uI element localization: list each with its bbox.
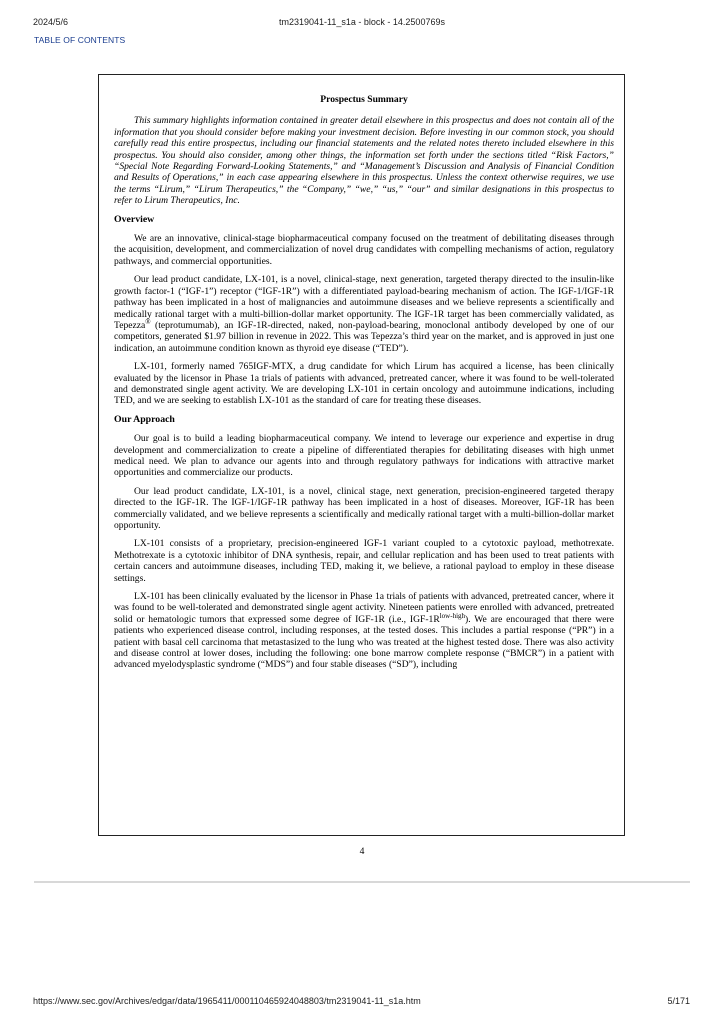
overview-paragraph-2 [114, 274, 614, 354]
overview-paragraph-1: We are an innovative, clinical-stage biopharmaceutical company focused on the treatment of debilitating diseases through the acquisition, development, and commercialization of novel drug candidates with compelling mechanisms of action, regulatory pathways, and commercial opportunities. [114, 233, 614, 267]
page-number: 4 [359, 846, 365, 857]
registered-mark: ® [145, 317, 151, 326]
approach-paragraph-4-text-a: LX-101 has been clinically evaluated by the licensor in Phase 1a trials of patients with advanced, pretreated cancer, where it was found to be well-tolerated and demonstrated single agent activity. Nineteen patients were enrolled with advanced, pretreated solid or hematologic tumors that expressed some degree of IGF-1R (i.e., IGF-1R [114, 591, 614, 625]
approach-paragraph-3: LX-101 consists of a proprietary, precision-engineered IGF-1 variant coupled to a cytotoxic payload, methotrexate. Methotrexate is a cytotoxic inhibitor of DNA synthesis, repair, and cellular replication and has been used to treat patients with certain cancers and autoimmune diseases, including TED, making it, we believe, a rational payload to employ in these disease settings. [114, 538, 614, 584]
approach-paragraph-4 [114, 591, 614, 671]
approach-paragraph-4-text-b: ). We are encouraged that there were patients who experienced disease control, including responses, at the tested doses. This includes a partial response (“PR”) in a patient with basal cell carcinoma that metastasized to the lung who was treated at the highest tested dose. There was also activity and disease control at lower doses, including the following: one bone marrow complete response (“BMCR”) in a patient with advanced myelodysplastic syndrome (“MDS”) and four stable diseases (“SD”), including [114, 613, 614, 671]
overview-paragraph-3: LX-101, formerly named 765IGF-MTX, a drug candidate for which Lirum has acquired a license, has been clinically evaluated by the licensor in Phase 1a trials of patients with advanced, pretreated cancer, where it was found to be well-tolerated and demonstrated single agent activity. We are developing LX-101 in certain oncology and autoimmune indications, including TED, and we are seeking to establish LX-101 as the standard of care for treating these diseases. [114, 361, 614, 407]
print-date: 2024/5/6 [33, 17, 69, 27]
intro-paragraph: This summary highlights information contained in greater detail elsewhere in this prospectus and does not contain all of the information that you should consider before making your investment decision. Before investing in our common stock, you should carefully read this entire prospectus, including our financial statements and the related notes thereto included elsewhere in this prospectus. You should also consider, among other things, the information set forth under the sections titled “Risk Factors,” “Special Note Regarding Forward-Looking Statements,” and “Management’s Discussion and Analysis of Financial Condition and Results of Operations,” in each case appearing elsewhere in this prospectus. Unless the context otherwise requires, we use the terms “Lirum,” “Lirum Therapeutics,” the “Company,” “we,” “us,” “our” and similar designations in this prospectus to refer to Lirum Therapeutics, Inc. [114, 115, 614, 207]
document-body [114, 94, 614, 678]
overview-heading: Overview [114, 213, 155, 225]
approach-heading: Our Approach [114, 413, 175, 425]
table-of-contents-link[interactable]: TABLE OF CONTENTS [34, 35, 126, 45]
print-doc-title: tm2319041-11_s1a - block - 14.2500769s [279, 17, 445, 27]
approach-paragraph-1: Our goal is to build a leading biopharmaceutical company. We intend to leverage our experience and expertise in drug development and commercialization to create a pipeline of differentiated therapies for debilitating diseases with high unmet medical need. We plan to advance our agents into and through regulatory pathways for indications with attractive market opportunities and commercialize our products. [114, 433, 614, 479]
print-page-count: 5/171 [667, 996, 690, 1006]
overview-paragraph-2-text-a: Our lead product candidate, LX-101, is a novel, clinical-stage, next generation, targeted therapy directed to the insulin-like growth factor-1 (“IGF-1”) receptor (“IGF-1R”) with a differentiated payload-bearing mechanism of action. The IGF-1/IGF-1R pathway has been implicated in a host of malignancies and autoimmune diseases and we believe represents a scientifically and medically rational target with a multi-billion-dollar market opportunity. The IGF-1R target has been commercially validated, as Tepezza [114, 274, 614, 331]
approach-paragraph-2: Our lead product candidate, LX-101, is a novel, clinical stage, next generation, precision-engineered targeted therapy directed to the IGF-1R. The IGF-1/IGF-1R pathway has been implicated in a host of diseases. Moreover, IGF-1R has been commercially validated, and we believe represents a scientifically and medically rational target with a multi-billion-dollar market opportunity. [114, 485, 614, 531]
print-url: https://www.sec.gov/Archives/edgar/data/1965411/000110465924048803/tm2319041-11_s1a.htm [33, 996, 421, 1006]
page-separator [34, 881, 690, 883]
overview-paragraph-2-text-b: (teprotumumab), an IGF-1R-directed, naked, non-payload-bearing, monoclonal antibody developed by one of our competitors, generated $1.97 billion in revenue in 2022. This was Tepezza’s third year on the market, and is approved in just one indication, an autoimmune condition known as thyroid eye disease (“TED”). [114, 319, 614, 354]
expression-superscript: low-high [439, 611, 466, 620]
page-title: Prospectus Summary [320, 94, 408, 105]
